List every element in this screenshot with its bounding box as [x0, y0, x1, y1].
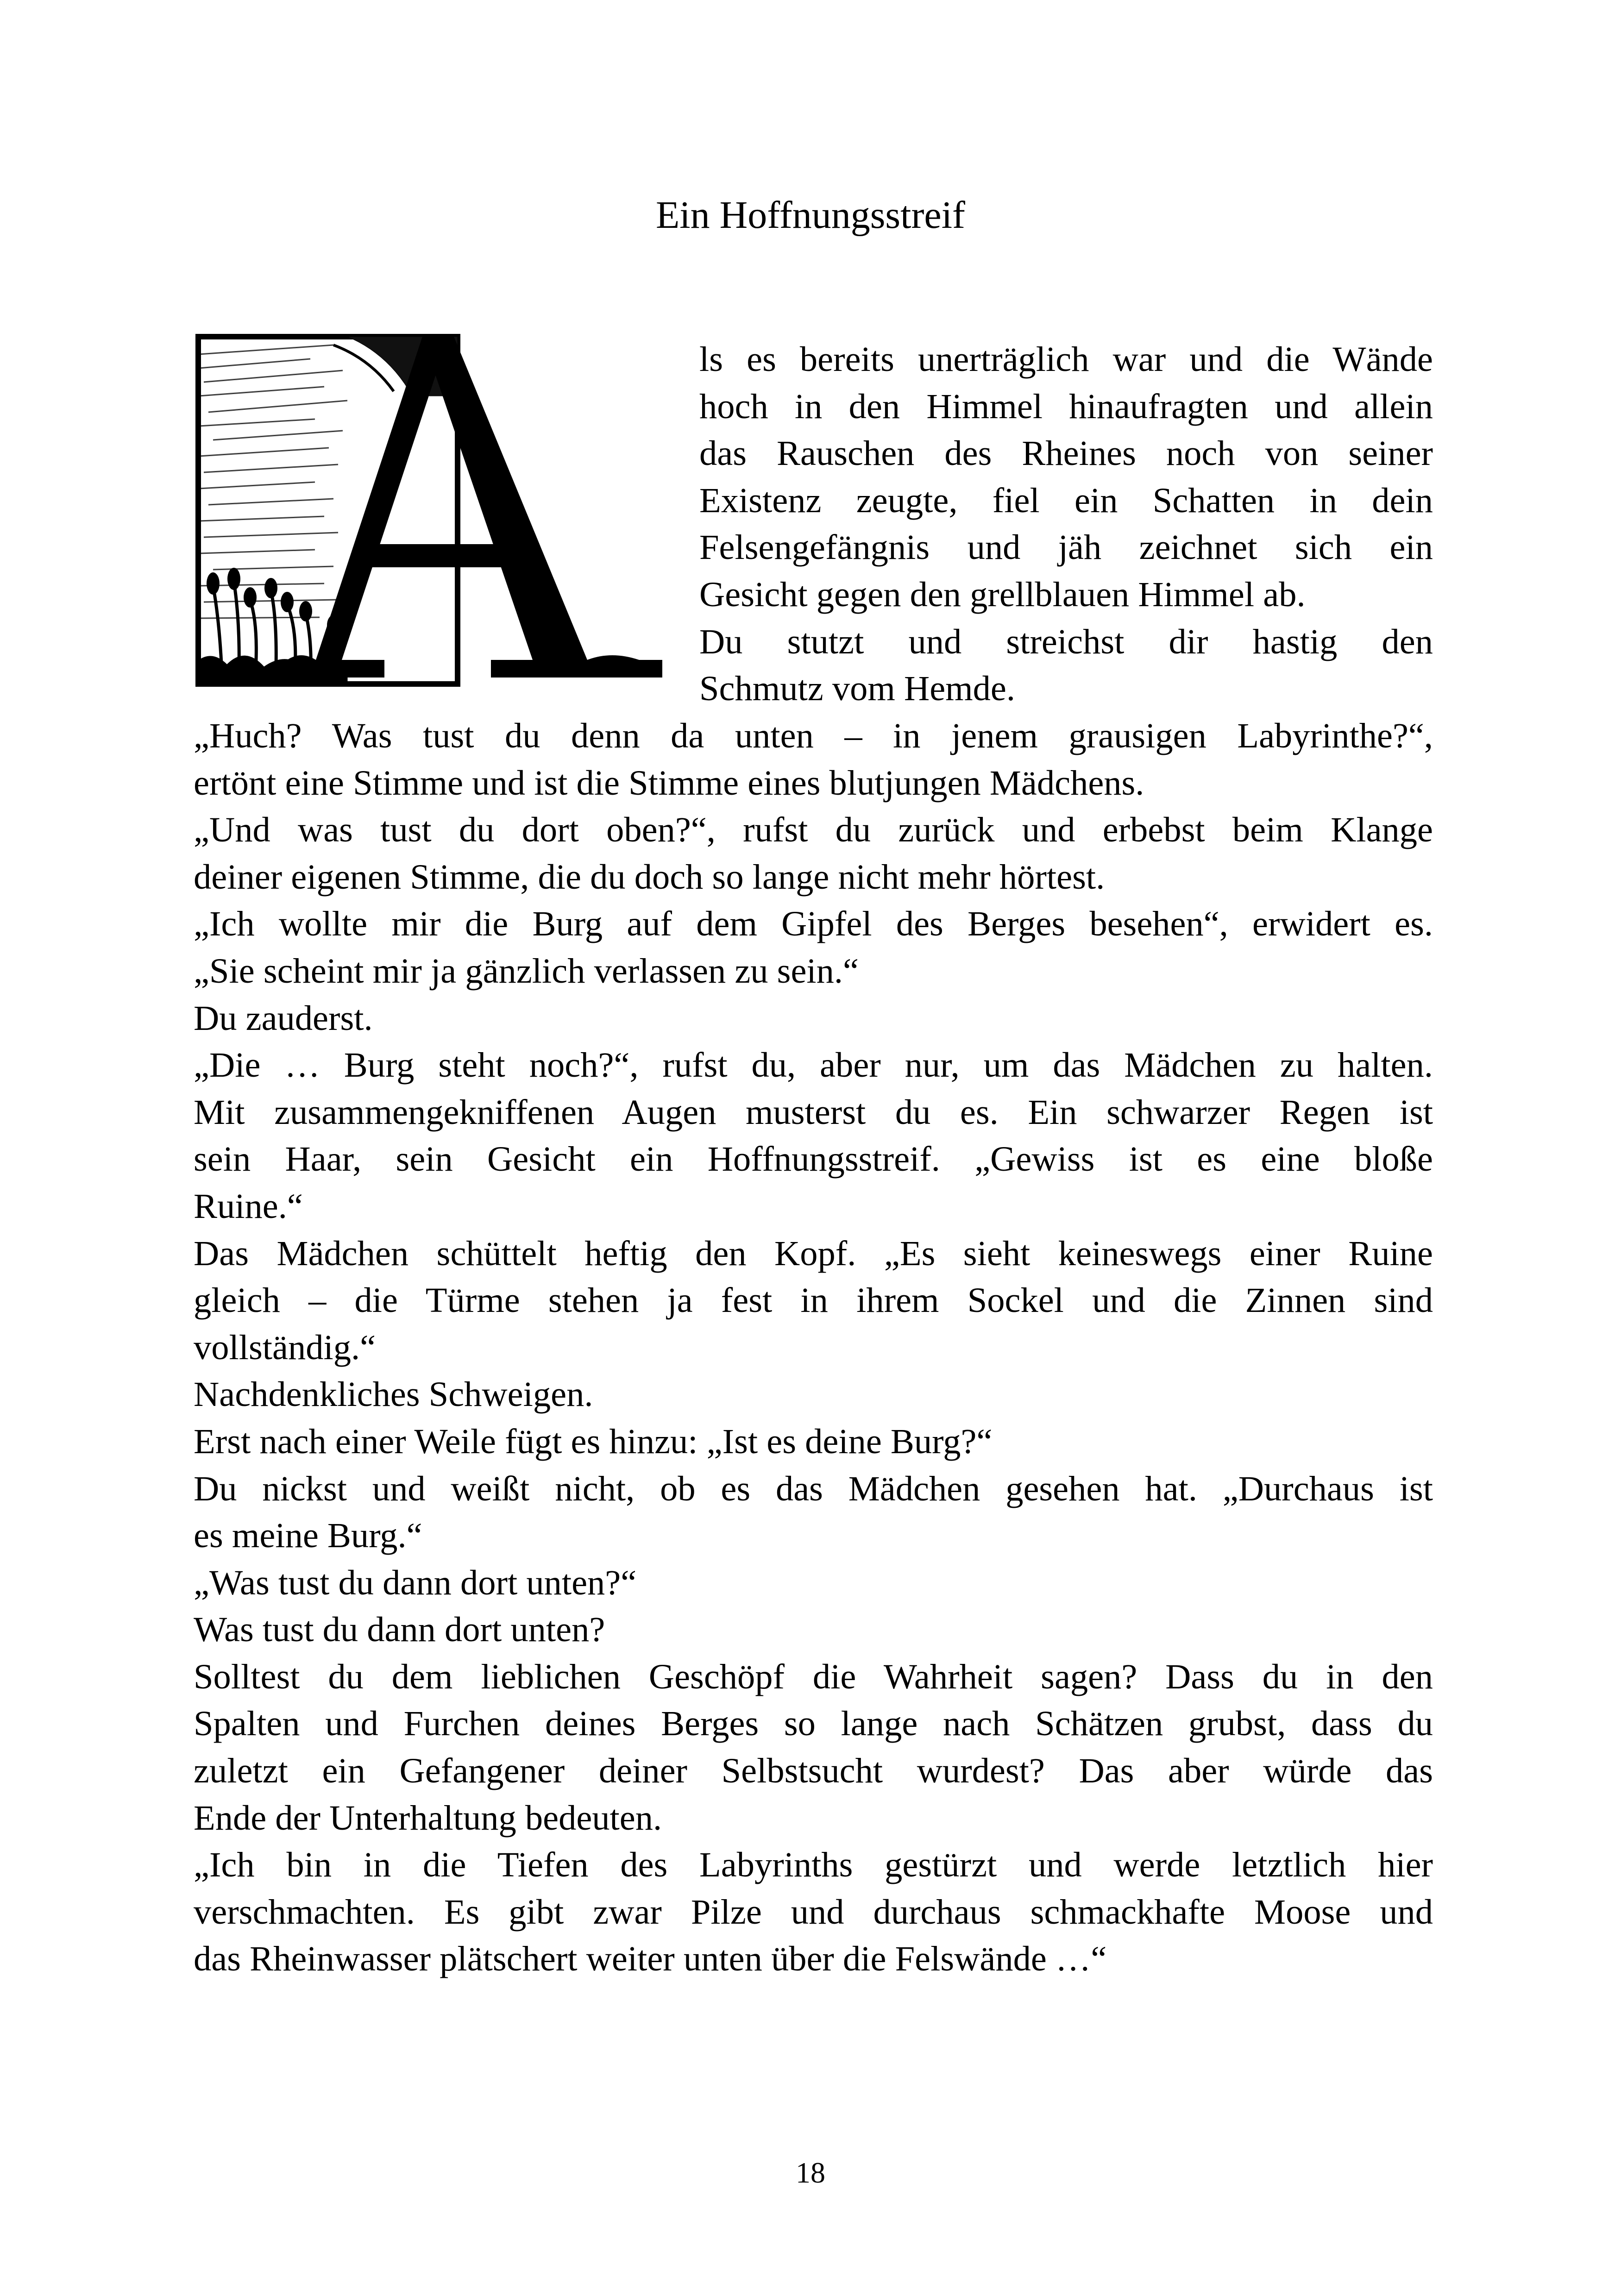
text-line: Existenz zeugte, fiel ein Schatten in dein	[699, 480, 1433, 520]
text-line: „Huch? Was tust du denn da unten – in jenem grausigen Labyrinthe?“,	[194, 716, 1433, 755]
text-line: ls es bereits unerträglich war und die Wände	[699, 339, 1433, 379]
illuminated-initial	[195, 326, 676, 692]
text-line: Du stutzt und streichst dir hastig den	[699, 621, 1433, 661]
text-line: hoch in den Himmel hinaufragten und allein	[699, 386, 1433, 426]
text-line: ertönt eine Stimme und ist die Stimme eines blutjungen Mädchens.	[194, 763, 1144, 803]
text-line: es meine Burg.“	[194, 1516, 422, 1556]
text-line: das Rauschen des Rheines noch von seiner	[699, 433, 1433, 473]
text-line: „Ich bin in die Tiefen des Labyrinths gestürzt und werde letztlich hier	[194, 1845, 1433, 1885]
text-line: zuletzt ein Gefangener deiner Selbstsucht wurdest? Das aber würde das	[194, 1751, 1433, 1791]
text-line: Gesicht gegen den grellblauen Himmel ab.	[699, 574, 1306, 614]
page-number: 18	[796, 2156, 825, 2189]
text-line: Du nickst und weißt nicht, ob es das Mädchen gesehen hat. „Durchaus ist	[194, 1468, 1433, 1508]
text-line: verschmachten. Es gibt zwar Pilze und durchaus schmackhafte Moose und	[194, 1892, 1433, 1932]
initial-illustration	[195, 326, 676, 692]
intro-paragraph	[699, 336, 1433, 712]
text-line: Mit zusammengekniffenen Augen musterst du es. Ein schwarzer Regen ist	[194, 1092, 1433, 1132]
text-line: vollständig.“	[194, 1327, 376, 1367]
text-line: „Die … Burg steht noch?“, rufst du, aber nur, um das Mädchen zu halten.	[194, 1045, 1433, 1085]
text-line: sein Haar, sein Gesicht ein Hoffnungsstreif. „Gewiss ist es eine bloße	[194, 1139, 1433, 1179]
text-line: „Was tust du dann dort unten?“	[194, 1562, 637, 1602]
text-line: Nachdenkliches Schweigen.	[194, 1374, 593, 1414]
text-line: Felsengefängnis und jäh zeichnet sich ein	[699, 527, 1433, 567]
text-line: „Ich wollte mir die Burg auf dem Gipfel des Berges besehen“, erwidert es.	[194, 904, 1433, 944]
body-text	[194, 712, 1433, 1982]
text-line: Schmutz vom Hemde.	[699, 669, 1016, 709]
text-line: Spalten und Furchen deines Berges so lange nach Schätzen grubst, dass du	[194, 1704, 1433, 1744]
text-line: das Rheinwasser plätschert weiter unten über die Felswände …“	[194, 1939, 1107, 1979]
text-line: „Sie scheint mir ja gänzlich verlassen zu sein.“	[194, 951, 859, 991]
text-line: Das Mädchen schüttelt heftig den Kopf. „Es sieht keineswegs einer Ruine	[194, 1233, 1433, 1273]
text-line: gleich – die Türme stehen ja fest in ihrem Sockel und die Zinnen sind	[194, 1280, 1433, 1320]
text-line: Erst nach einer Weile fügt es hinzu: „Ist es deine Burg?“	[194, 1421, 993, 1461]
text-line: Du zauderst.	[194, 998, 373, 1038]
text-line: Was tust du dann dort unten?	[194, 1610, 605, 1650]
text-line: Ende der Unterhaltung bedeuten.	[194, 1798, 662, 1838]
text-line: Ruine.“	[194, 1186, 303, 1226]
text-line: „Und was tust du dort oben?“, rufst du zurück und erbebst beim Klange	[194, 810, 1433, 850]
chapter-title: Ein Hoffnungsstreif	[655, 194, 966, 237]
text-line: Solltest du dem lieblichen Geschöpf die Wahrheit sagen? Dass du in den	[194, 1656, 1433, 1696]
text-line: deiner eigenen Stimme, die du doch so lange nicht mehr hörtest.	[194, 857, 1105, 897]
